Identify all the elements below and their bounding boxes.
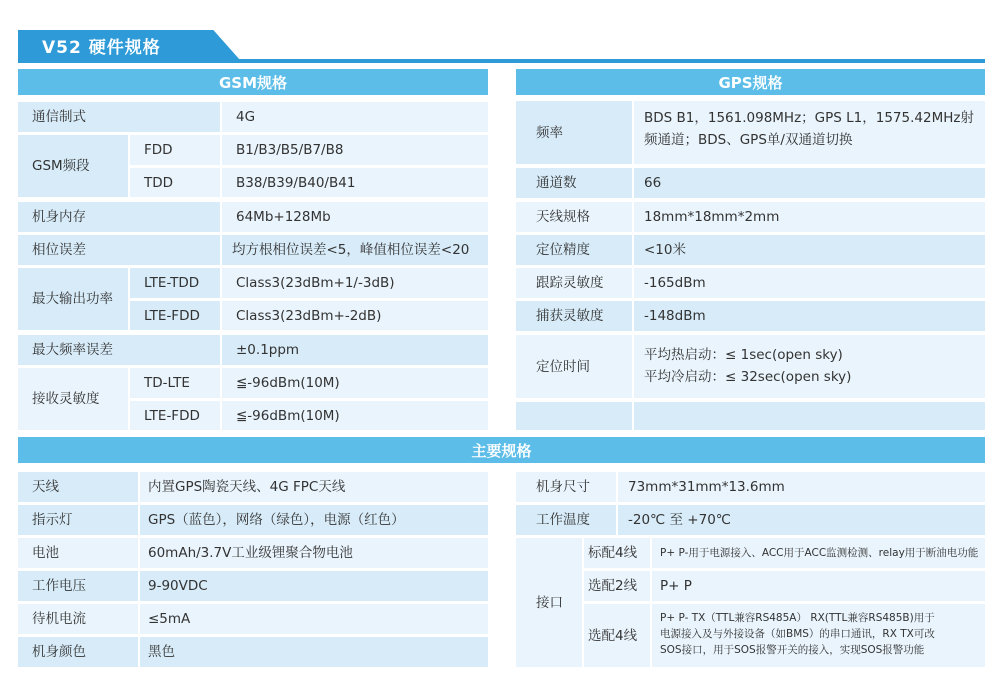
gps-empty-label (516, 402, 632, 430)
gps-tracking-value: -165dBm (634, 268, 985, 298)
gsm-phase-value: 均方根相位误差<5，峰值相位误差<20 (222, 235, 488, 265)
main-voltage-label: 工作电压 (18, 571, 138, 601)
gsm-bands-label: GSM频段 (18, 135, 128, 197)
gps-header: GPS规格 (516, 69, 985, 95)
main-iface-label: 接口 (516, 538, 582, 667)
gps-channels-value: 66 (634, 168, 985, 198)
gps-ttff-value (634, 335, 985, 398)
gps-ttff-hot: 平均热启动：≤ 1sec(open sky) (644, 347, 843, 363)
title-underline (18, 59, 985, 63)
gsm-ltefdd2-label: LTE-FDD (130, 401, 220, 430)
gps-accuracy-label: 定位精度 (516, 235, 632, 265)
main-led-value: GPS（蓝色），网络（绿色），电源（红色） (140, 505, 488, 535)
gsm-tdlte-sens: ≦-96dBm(10M) (222, 368, 488, 398)
main-color-label: 机身颜色 (18, 637, 138, 667)
gsm-fdd-label: FDD (130, 135, 220, 165)
main-color-value: 黑色 (140, 637, 488, 667)
gps-freq-label: 频率 (516, 101, 632, 164)
main-header: 主要规格 (18, 437, 985, 463)
main-battery-label: 电池 (18, 538, 138, 568)
iface-opt4-value (652, 604, 985, 667)
main-size-label: 机身尺寸 (516, 472, 616, 502)
gsm-power-label: 最大输出功率 (18, 268, 128, 330)
iface-opt4-line-3: SOS接口，用于SOS报警开关的接入，实现SOS报警功能 (660, 644, 925, 656)
iface-opt4-label: 选配4线 (584, 604, 650, 667)
main-voltage-value: 9-90VDC (140, 571, 488, 601)
iface-std4-label: 标配4线 (584, 538, 650, 568)
gps-capture-label: 捕获灵敏度 (516, 301, 632, 331)
gsm-sens-label: 接收灵敏度 (18, 368, 128, 430)
main-antenna-value: 内置GPS陶瓷天线、4G FPC天线 (140, 472, 488, 502)
gsm-ltefdd-label: LTE-FDD (130, 301, 220, 330)
iface-opt2-label: 选配2线 (584, 571, 650, 601)
gps-tracking-label: 跟踪灵敏度 (516, 268, 632, 298)
gsm-ltetdd-power: Class3(23dBm+1/-3dB) (222, 268, 488, 298)
gsm-phase-label: 相位误差 (18, 235, 220, 265)
iface-opt2-value: P+ P (652, 571, 985, 601)
main-battery-value: 60mAh/3.7V工业级锂聚合物电池 (140, 538, 488, 568)
gsm-tdd-label: TDD (130, 168, 220, 197)
gsm-network-label: 通信制式 (18, 102, 220, 132)
gps-ttff-label: 定位时间 (516, 335, 632, 398)
gsm-memory-label: 机身内存 (18, 202, 220, 232)
iface-opt4-line-2: 电源接入及与外接设备（如BMS）的串口通讯，RX TX可改 (660, 628, 935, 640)
gsm-ltefdd-sens: ≦-96dBm(10M) (222, 401, 488, 430)
gsm-ltetdd-label: LTE-TDD (130, 268, 220, 298)
gps-capture-value: -148dBm (634, 301, 985, 331)
gsm-memory-value: 64Mb+128Mb (222, 202, 488, 232)
gps-antenna-label: 天线规格 (516, 202, 632, 232)
gsm-network-value: 4G (222, 102, 488, 132)
gsm-tdlte-label: TD-LTE (130, 368, 220, 398)
gsm-tdd-value: B38/B39/B40/B41 (222, 168, 488, 197)
main-temp-value: -20℃ 至 +70℃ (618, 505, 985, 535)
main-standby-value: ≤5mA (140, 604, 488, 634)
gsm-freq-err-label: 最大频率误差 (18, 335, 220, 365)
gps-freq-line-1: BDS B1，1561.098MHz；GPS L1，1575.42MHz射 (644, 110, 974, 126)
main-size-value: 73mm*31mm*13.6mm (618, 472, 985, 502)
main-temp-label: 工作温度 (516, 505, 616, 535)
page-title: V52 硬件规格 (42, 38, 161, 58)
main-standby-label: 待机电流 (18, 604, 138, 634)
gps-antenna-value: 18mm*18mm*2mm (634, 202, 985, 232)
gps-empty-value (634, 402, 985, 430)
main-led-label: 指示灯 (18, 505, 138, 535)
gsm-header: GSM规格 (18, 69, 488, 95)
gsm-freq-err-value: ±0.1ppm (222, 335, 488, 365)
gsm-ltefdd-power: Class3(23dBm+-2dB) (222, 301, 488, 330)
gps-freq-line-2: 频通道；BDS、GPS单/双通道切换 (644, 132, 853, 148)
gps-ttff-cold: 平均冷启动：≤ 32sec(open sky) (644, 369, 852, 385)
iface-std4-value: P+ P-用于电源接入、ACC用于ACC监测检测、relay用于断油电功能 (652, 538, 985, 568)
gps-freq-value (634, 101, 985, 164)
gps-accuracy-value: <10米 (634, 235, 985, 265)
main-antenna-label: 天线 (18, 472, 138, 502)
gps-channels-label: 通道数 (516, 168, 632, 198)
gsm-fdd-value: B1/B3/B5/B7/B8 (222, 135, 488, 165)
iface-opt4-line-1: P+ P- TX（TTL兼容RS485A） RX(TTL兼容RS485B)用于 (660, 612, 935, 624)
